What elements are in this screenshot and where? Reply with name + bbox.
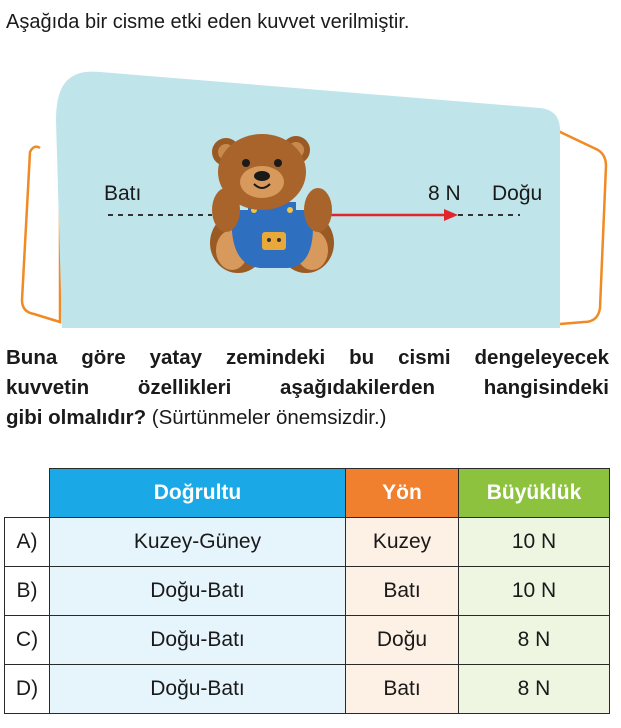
background-frame — [22, 147, 60, 322]
header-sense: Yön — [346, 469, 459, 518]
question-line-3-note: (Sürtünmeler önemsizdir.) — [146, 406, 387, 429]
magnitude-cell: 8 N — [459, 665, 610, 714]
force-figure — [0, 60, 621, 330]
intro-text: Aşağıda bir cisme etki eden kuvvet verilmiştir. — [6, 11, 410, 33]
sense-cell: Doğu — [346, 616, 459, 665]
magnitude-cell: 8 N — [459, 616, 610, 665]
option-label[interactable]: D) — [5, 665, 50, 714]
background-frame-right — [556, 130, 606, 324]
header-direction: Doğrultu — [50, 469, 346, 518]
option-label[interactable]: A) — [5, 518, 50, 567]
sense-cell: Batı — [346, 665, 459, 714]
answer-row-b[interactable] — [5, 567, 610, 616]
direction-cell: Doğu-Batı — [50, 567, 346, 616]
header-blank-cell — [5, 469, 50, 518]
direction-cell: Kuzey-Güney — [50, 518, 346, 567]
option-label[interactable]: B) — [5, 567, 50, 616]
direction-cell: Doğu-Batı — [50, 665, 346, 714]
west-label: Batı — [104, 182, 142, 205]
answer-table — [4, 468, 610, 714]
force-magnitude-label: 8 N — [428, 182, 461, 205]
question-line-3 — [6, 403, 609, 433]
answer-row-a[interactable] — [5, 518, 610, 567]
header-magnitude: Büyüklük — [459, 469, 610, 518]
answer-row-c[interactable] — [5, 616, 610, 665]
option-label[interactable]: C) — [5, 616, 50, 665]
question-text — [6, 343, 609, 433]
magnitude-cell: 10 N — [459, 518, 610, 567]
east-label: Doğu — [492, 182, 543, 205]
sense-cell: Batı — [346, 567, 459, 616]
sense-cell: Kuzey — [346, 518, 459, 567]
question-line-2: kuvvetin özellikleri aşağıdakilerden hangisindeki — [6, 376, 609, 399]
direction-cell: Doğu-Batı — [50, 616, 346, 665]
question-line-1: Buna göre yatay zemindeki bu cismi dengeleyecek — [6, 346, 609, 369]
question-line-3-bold: gibi olmalıdır? — [6, 406, 147, 429]
answer-table-header — [5, 469, 610, 518]
answer-row-d[interactable] — [5, 665, 610, 714]
magnitude-cell: 10 N — [459, 567, 610, 616]
